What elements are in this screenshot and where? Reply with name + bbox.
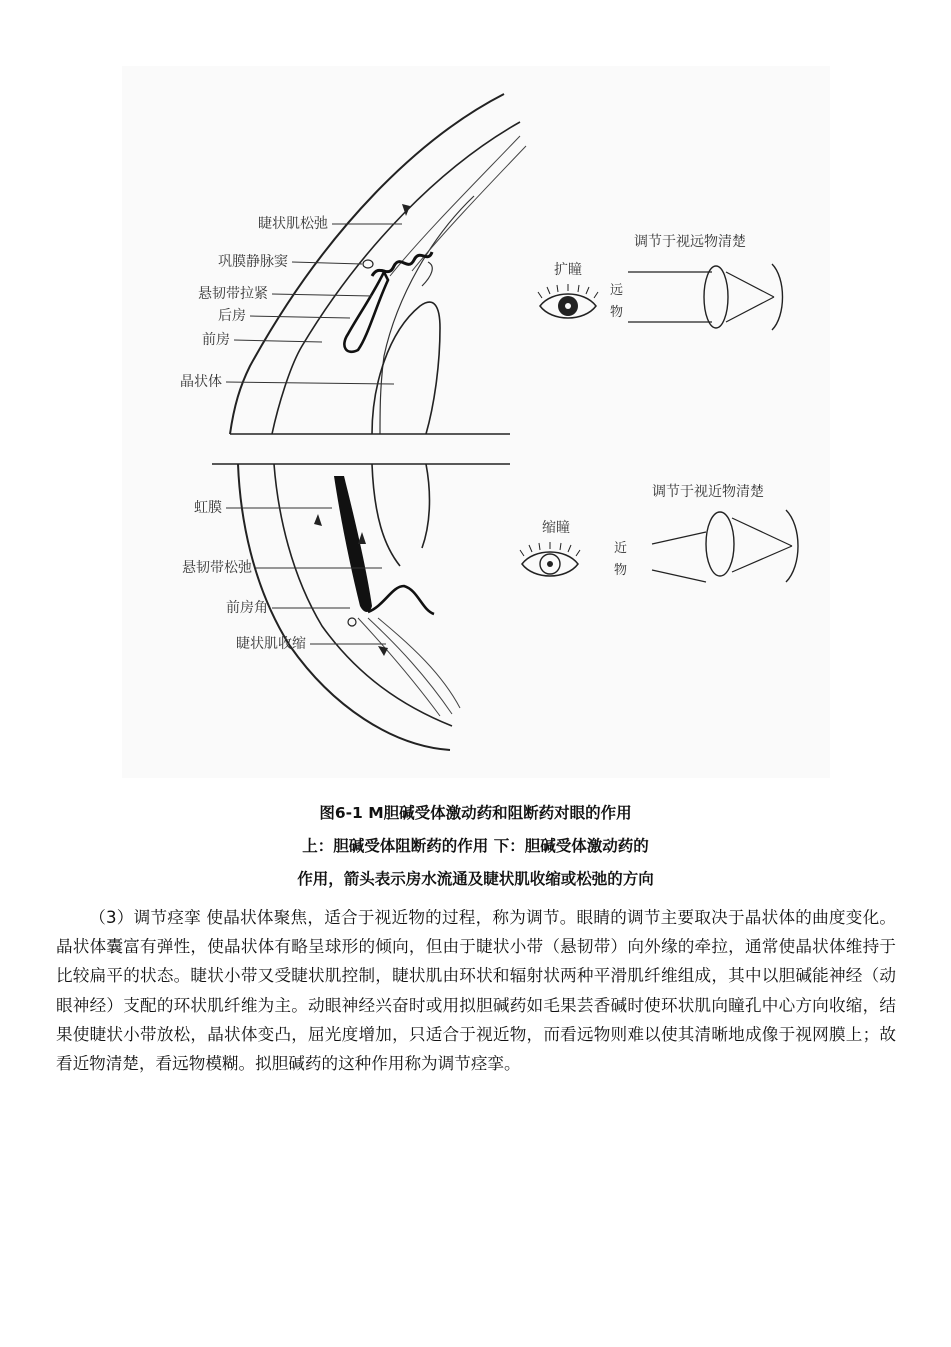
lens-bottom <box>372 464 429 566</box>
ciliary-body-bottom <box>368 586 434 614</box>
pupil-label-constrict: 缩瞳 <box>542 520 570 536</box>
constricted-eye-icon <box>520 542 580 576</box>
leader-line <box>272 294 372 296</box>
leader-line <box>292 262 362 264</box>
iris-curve <box>380 196 474 434</box>
angle-dot <box>348 618 356 626</box>
label-schlemm: 巩膜静脉窦 <box>218 254 288 270</box>
flow-arrow-up <box>358 532 366 544</box>
ciliary-process <box>372 252 432 276</box>
schlemm-canal <box>363 260 373 268</box>
object-label-near-1: 近 <box>614 541 628 556</box>
label-ciliary-relax: 睫状肌松弛 <box>258 216 328 232</box>
label-posterior-chamber: 后房 <box>218 308 246 324</box>
caption-line-3: 作用，箭头表示房水流通及睫状肌收缩或松弛的方向 <box>297 870 654 888</box>
label-iris: 虹膜 <box>194 500 222 516</box>
flow-arrow-bottom <box>378 646 388 656</box>
caption-line-2: 上：胆碱受体阻断药的作用 下：胆碱受体激动药的 <box>302 837 649 855</box>
flow-arrow-down <box>314 514 322 526</box>
label-lens: 晶状体 <box>180 374 222 390</box>
eye-accommodation-figure <box>122 66 830 778</box>
body-paragraph: （3）调节痉挛 使晶状体聚焦，适合于视近物的过程，称为调节。眼睛的调节主要取决于晶状体的曲度变化。晶状体囊富有弹性，使晶状体有略呈球形的倾向，但由于睫状小带（悬韧带）向外缘的牵拉，通常使晶状体维持于比较扁平的状态。睫状小带又受睫状肌控制，睫状肌由环状和辐射状两种平滑肌纤维组成，其中以胆碱能神经（动眼神经）支配的环状肌纤维为主。动眼神经兴奋时或用拟胆碱药如毛果芸香碱时使环状肌向瞳孔中心方向收缩，结果使睫状小带放松，晶状体变凸，屈光度增加，只适合于视近物，而看远物则难以使其清晰地成像于视网膜上；故看近物清楚，看远物模糊。拟胆碱药的这种作用称为调节痉挛。 <box>56 908 896 1074</box>
pupil-label-dilate: 扩瞳 <box>554 262 582 278</box>
object-label-near-2: 物 <box>614 563 628 578</box>
eye-diagram <box>122 66 830 778</box>
object-label-far-2: 物 <box>610 305 624 320</box>
dilated-eye-icon <box>538 284 598 318</box>
lens-top <box>372 302 440 434</box>
label-anterior-chamber: 前房 <box>202 332 230 348</box>
iris-shape <box>344 272 388 352</box>
iris-dark-shape <box>334 476 372 612</box>
label-ciliary-contract: 睫状肌收缩 <box>236 636 306 652</box>
focus-caption-far: 调节于视远物清楚 <box>634 234 746 250</box>
figure-caption <box>0 797 951 896</box>
label-zonule-tight: 悬韧带拉紧 <box>198 286 268 302</box>
object-label-far-1: 远 <box>610 283 624 298</box>
leader-line <box>234 340 322 342</box>
far-lens-diagram <box>628 264 783 330</box>
cornea-inner-curve <box>272 122 520 434</box>
label-zonule-loose: 悬韧带松弛 <box>182 560 252 576</box>
leader-line <box>226 382 394 384</box>
leader-line <box>250 316 350 318</box>
zonule-line <box>422 262 432 286</box>
ciliary-muscle-fibers <box>358 618 460 716</box>
label-angle: 前房角 <box>226 600 268 616</box>
near-lens-diagram <box>652 510 798 582</box>
caption-line-1: 图6-1 M胆碱受体激动药和阻断药对眼的作用 <box>319 804 632 822</box>
focus-caption-near: 调节于视近物清楚 <box>652 484 764 500</box>
